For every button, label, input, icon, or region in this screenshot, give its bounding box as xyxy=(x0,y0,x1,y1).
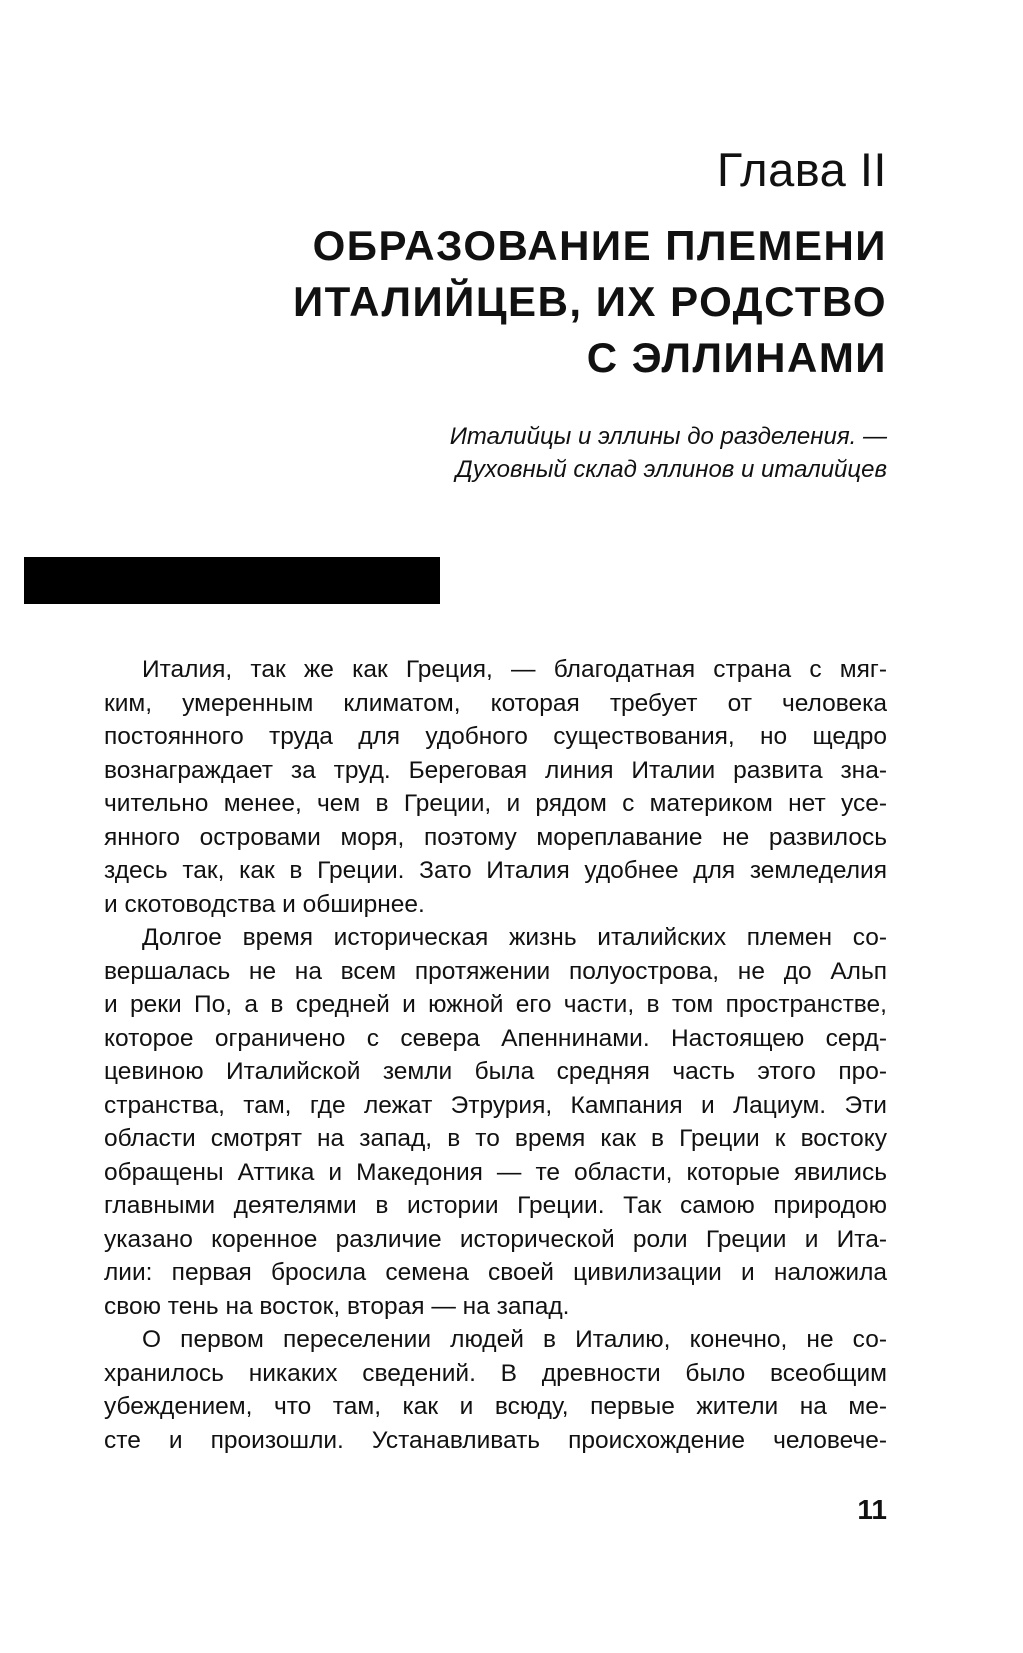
chapter-title-line: ОБРАЗОВАНИЕ ПЛЕМЕНИ xyxy=(312,222,887,269)
paragraph-line: цевиною Италийской земли была средняя часть этого про- xyxy=(104,1058,887,1085)
paragraph-line: здесь так, как в Греции. Зато Италия удобнее для земледелия xyxy=(104,857,887,884)
paragraph-line: убеждением, что там, как и всюду, первые жители на ме- xyxy=(104,1393,887,1420)
paragraph-line: О первом переселении людей в Италию, конечно, не со- xyxy=(142,1326,887,1353)
paragraph-line: ким, умеренным климатом, которая требует от человека xyxy=(104,689,887,717)
paragraph-line: лии: первая бросила семена своей цивилизации и наложила xyxy=(104,1259,887,1286)
paragraph-line: странства, там, где лежат Этрурия, Кампания и Лациум. Эти xyxy=(104,1091,887,1119)
paragraph-line: обращены Аттика и Македония — те области, которые явились xyxy=(104,1158,887,1186)
paragraph-line: вознаграждает за труд. Береговая линия Италии развита зна- xyxy=(104,756,887,784)
chapter-subtitle-line: Духовный склад эллинов и италийцев xyxy=(455,456,887,483)
chapter-subtitle xyxy=(287,420,887,486)
chapter-title xyxy=(187,218,887,386)
paragraph-line: постоянного труда для удобного существования, но щедро xyxy=(104,723,887,750)
chapter-subtitle-line: Италийцы и эллины до разделения. — xyxy=(449,423,887,450)
paragraph-line: Италия, так же как Греция, — благодатная страна с мяг- xyxy=(142,656,887,683)
paragraph-line: указано коренное различие исторической роли Греции и Ита- xyxy=(104,1225,887,1253)
paragraph-line: главными деятелями в истории Греции. Так самою природою xyxy=(104,1192,887,1219)
paragraph-line: хранилось никаких сведений. В древности было всеобщим xyxy=(104,1359,887,1387)
chapter-title-line: С ЭЛЛИНАМИ xyxy=(586,334,887,381)
page-number: 11 xyxy=(857,1494,887,1525)
body-text xyxy=(104,653,887,1457)
paragraph-line: и реки По, а в средней и южной его части, в том пространстве, xyxy=(104,991,887,1018)
chapter-number: Глава II xyxy=(716,143,887,196)
paragraph-line: свою тень на восток, вторая — на запад. xyxy=(104,1292,570,1320)
paragraph-line: которое ограничено с севера Апеннинами. Настоящею серд- xyxy=(104,1024,887,1052)
paragraph-line: янного островами моря, поэтому мореплавание не развилось xyxy=(104,823,887,851)
paragraph-line: и скотоводства и обширнее. xyxy=(104,890,425,918)
chapter-title-line: ИТАЛИЙЦЕВ, ИХ РОДСТВО xyxy=(292,278,887,325)
paragraph-line: области смотрят на запад, в то время как в Греции к востоку xyxy=(104,1125,887,1152)
paragraph-line: Долгое время историческая жизнь италийских племен со- xyxy=(142,924,887,951)
paragraph-line: чительно менее, чем в Греции, и рядом с материком нет усе- xyxy=(104,790,887,817)
redaction-bar xyxy=(24,557,440,604)
paragraph-line: сте и произошли. Устанавливать происхождение человече- xyxy=(104,1426,887,1454)
paragraph-line: вершалась не на всем протяжении полуострова, не до Альп xyxy=(104,957,887,985)
